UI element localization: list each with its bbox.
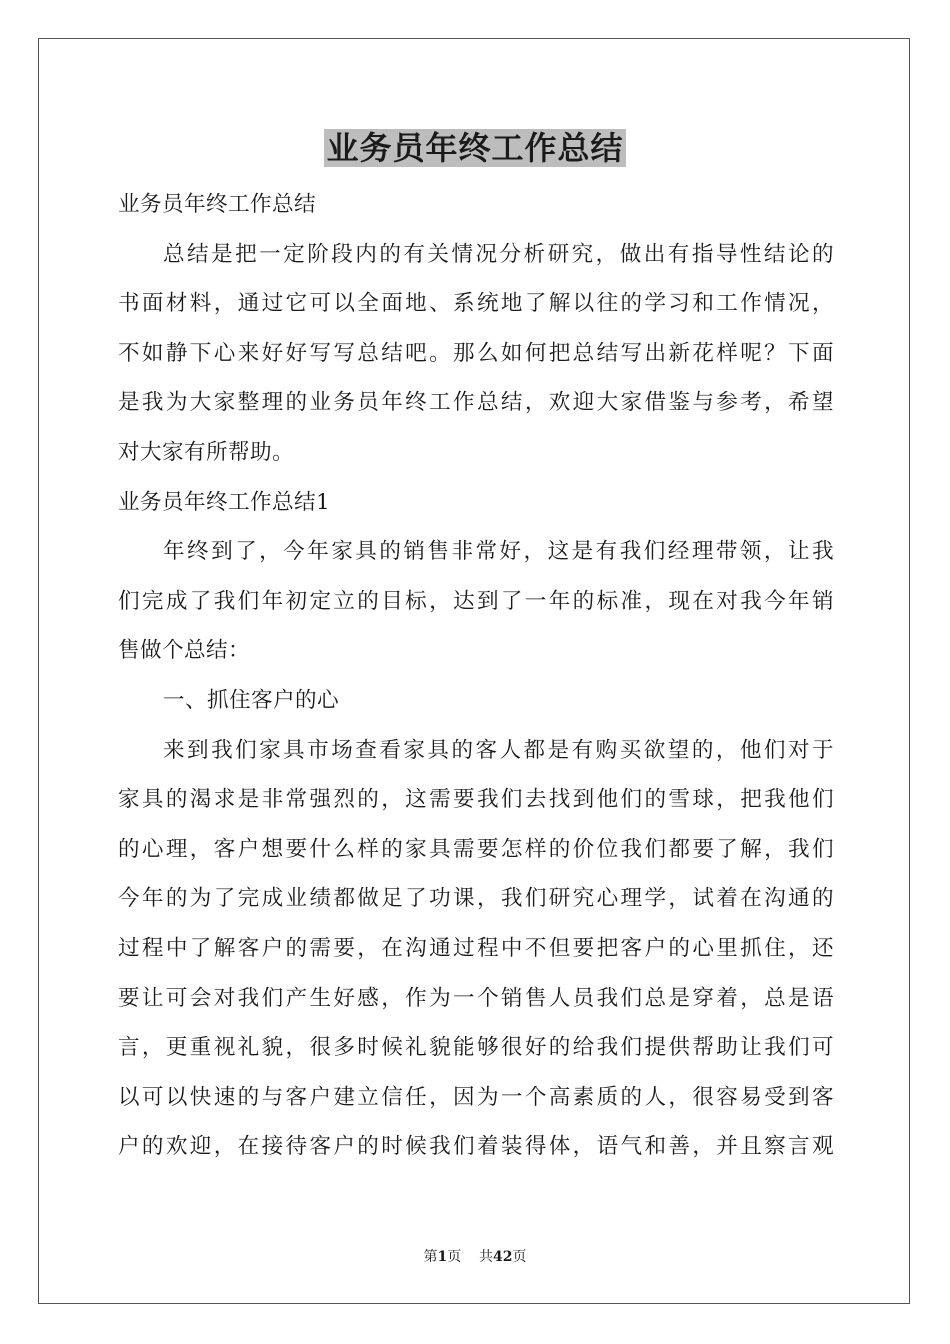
paragraph-line: 总结是把一定阶段内的有关情况分析研究，做出有指导性结论的 [163, 241, 834, 267]
paragraph-line: 是我为大家整理的业务员年终工作总结，欢迎大家借鉴与参考，希望 [118, 390, 834, 416]
total-prefix: 共 [479, 1249, 494, 1265]
page-prefix: 第 [423, 1249, 438, 1265]
document-title-text: 业务员年终工作总结 [326, 129, 624, 167]
paragraph-line: 书面材料，通过它可以全面地、系统地了解以往的学习和工作情况， [118, 291, 834, 317]
paragraph-line: 户的欢迎，在接待客户的时候我们着装得体，语气和善，并且察言观 [118, 1134, 834, 1160]
paragraph-line: 售做个总结： [118, 638, 250, 664]
section-heading: 业务员年终工作总结 [118, 192, 316, 217]
paragraph-line: 的心理，客户想要什么样的家具需要怎样的价位我们都要了解，我们 [118, 836, 834, 862]
paragraph-line: 过程中了解客户的需要，在沟通过程中不但要把客户的心里抓住，还 [118, 935, 834, 961]
total-pages: 42 [493, 1249, 513, 1265]
page-footer [0, 1248, 950, 1266]
document-title [0, 128, 950, 168]
page-number: 1 [437, 1249, 448, 1265]
paragraph-line: 言，更重视礼貌，很多时候礼貌能够很好的给我们提供帮助让我们可 [118, 1035, 834, 1061]
paragraph-line: 对大家有所帮助。 [118, 439, 294, 465]
paragraph-line: 年终到了，今年家具的销售非常好，这是有我们经理带领，让我 [163, 539, 834, 565]
page-suffix: 页 [447, 1249, 462, 1265]
total-suffix: 页 [512, 1249, 527, 1265]
paragraph-line: 不如静下心来好好写写总结吧。那么如何把总结写出新花样呢？下面 [118, 340, 834, 366]
paragraph-line: 今年的为了完成业绩都做足了功课，我们研究心理学，试着在沟通的 [118, 886, 834, 912]
paragraph-line: 家具的渴求是非常强烈的，这需要我们去找到他们的雪球，把我他们 [118, 787, 834, 813]
paragraph-line: 们完成了我们年初定立的目标，达到了一年的标准，现在对我今年销 [118, 588, 834, 614]
subheading: 一、抓住客户的心 [163, 687, 339, 713]
paragraph-line: 以可以快速的与客户建立信任，因为一个高素质的人，很容易受到客 [118, 1084, 834, 1110]
document-body [118, 180, 834, 1172]
paragraph-line: 来到我们家具市场查看家具的客人都是有购买欲望的，他们对于 [163, 737, 834, 763]
paragraph-line: 要让可会对我们产生好感，作为一个销售人员我们总是穿着，总是语 [118, 985, 834, 1011]
section-heading: 业务员年终工作总结1 [118, 489, 331, 515]
